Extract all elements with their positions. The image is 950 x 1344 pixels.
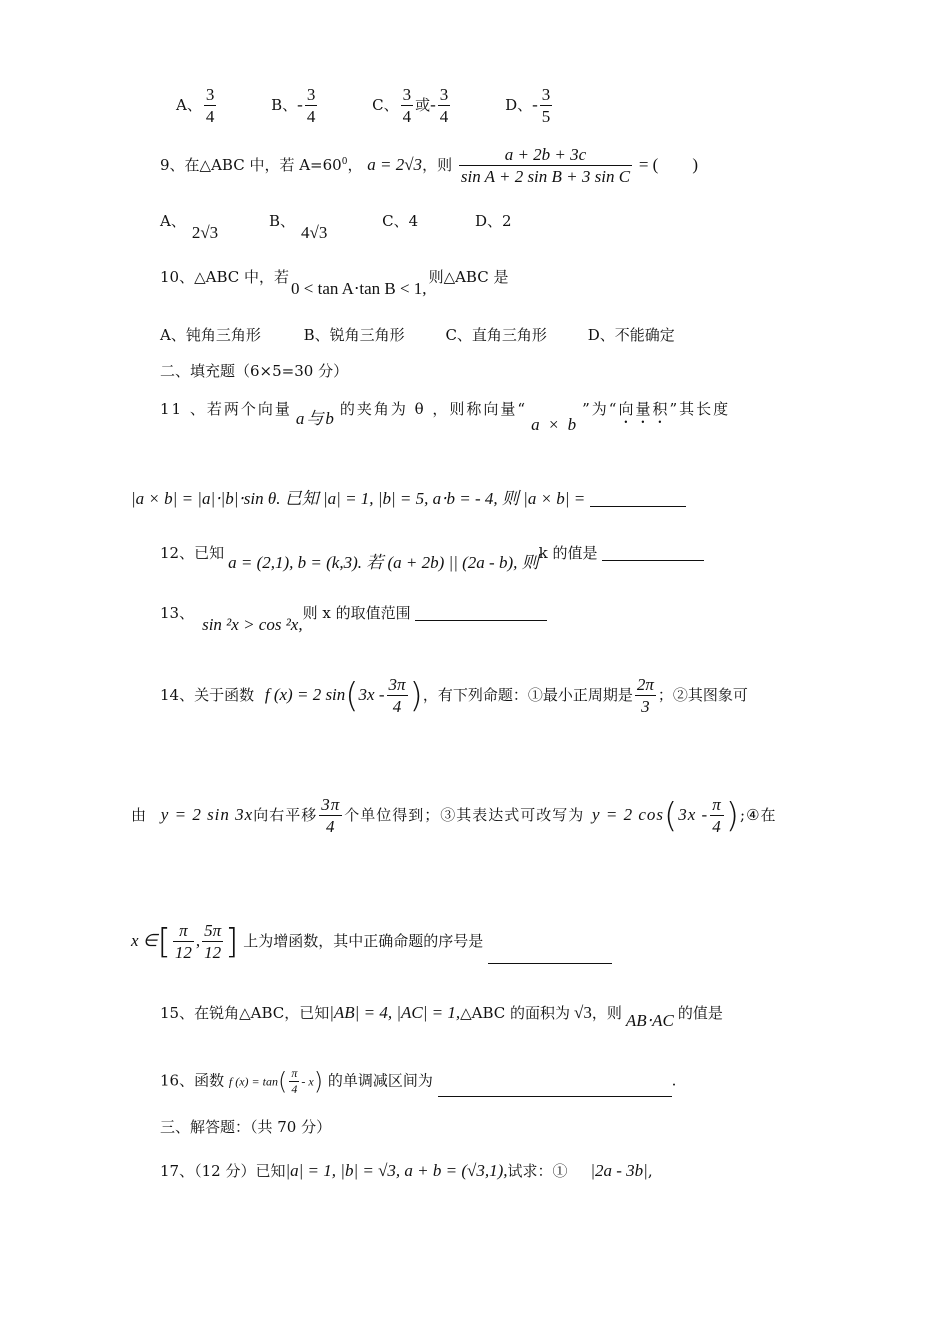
q8-option-a: A、 $\frac{3}{4}$ [176,85,215,127]
q9-option-d: D、2 [474,212,512,230]
q16-answer-blank[interactable] [438,1095,672,1097]
q12-answer-blank[interactable] [602,559,704,561]
q14-stem: 14、关于函数 f (x) = 2 sin(3x - $\frac{3\pi}{4}$ )，有下列命题：①最小正周期是 $\frac{2\pi}{3}$ ；②其图象可 [160,675,748,717]
q9-fraction: $\frac{a + 2b + 3c}{\text{sin A + 2 sin B + 3 sin C}}$ [460,145,631,187]
q14-answer-blank[interactable] [488,962,612,964]
section-answer-heading: 三、解答题：（共 70 分） [160,1118,332,1136]
q12-stem: 12、已知 a = (2,1), b = (k,3). 若 (a + 2b) || (2a - b), 则k 的值是 [160,544,704,561]
q9-options [160,212,512,242]
q10-stem: 10、△ABC 中，若0 < tan A⋅tan B < 1,则△ABC 是 [160,268,509,298]
q11-stem: 11 、若两个向量 a与b 的夹角为 θ ，则称向量“a × b”为“向量积”其长度 [160,400,731,434]
q13-stem: 13、sin ²x > cos ²x,则 x 的取值范围 [160,604,547,621]
q9-stem: 9、在△ABC 中，若 $A=60^0$， a = 2√3，则 $\frac{a + 2b + 3c}{\text{sin A + 2 sin B + 3 sin C}}$ = ( ) [160,145,699,187]
q8-options [176,84,554,128]
q8-option-d: D、- $\frac{3}{5}$ [505,85,551,127]
q14-line2: 由 y = 2 sin 3x向右平移 $\frac{3\pi}{4}$ 个单位得到；③其表达式可改写为 y = 2 cos(3x - $\frac{\pi}{4}$ );④在 [131,795,777,837]
q8-option-b: B、- $\frac{3}{4}$ [271,85,316,127]
q14-line3: x ∈[ $\frac{\pi}{12}$ , $\frac{5\pi}{12}$ ] 上为增函数，其中正确命题的序号是 [131,920,612,964]
q16-stem: 16、函数 f (x) = tan( $\frac{\pi}{4}$ - x) 的单调减区间为 . [160,1066,677,1096]
q9-option-c: C、4 [382,212,419,230]
q10-option-a: A、钝角三角形 [160,326,261,344]
q8-option-c: C、 $\frac{3}{4}$ 或- $\frac{3}{4}$ [372,85,449,127]
q10-option-b: B、锐角三角形 [303,326,405,344]
q10-option-d: D、不能确定 [587,326,675,344]
q9-option-a: A、2√3 [160,212,219,242]
q17-stem: 17、（12 分）已知|a| = 1, |b| = √3, a + b = (√3,1),试求：① |2a - 3b|, [160,1161,653,1180]
q13-answer-blank[interactable] [415,619,547,621]
q9-option-b: B、4√3 [268,212,328,242]
q10-options [160,328,675,343]
q15-stem: 15、在锐角△ABC，已知|AB| = 4, |AC| = 1,△ABC 的面积为 √3，则 AB⋅AC 的值是 [160,1003,723,1030]
section-fill-in-heading: 二、填充题（6×5=30 分） [160,362,349,380]
q11-answer-blank[interactable] [590,505,686,507]
q11-line2: |a × b| = |a|⋅|b|⋅sin θ. 已知 |a| = 1, |b| = 5, a⋅b = - 4, 则 |a × b| = [131,490,686,507]
q10-option-c: C、直角三角形 [445,326,547,344]
